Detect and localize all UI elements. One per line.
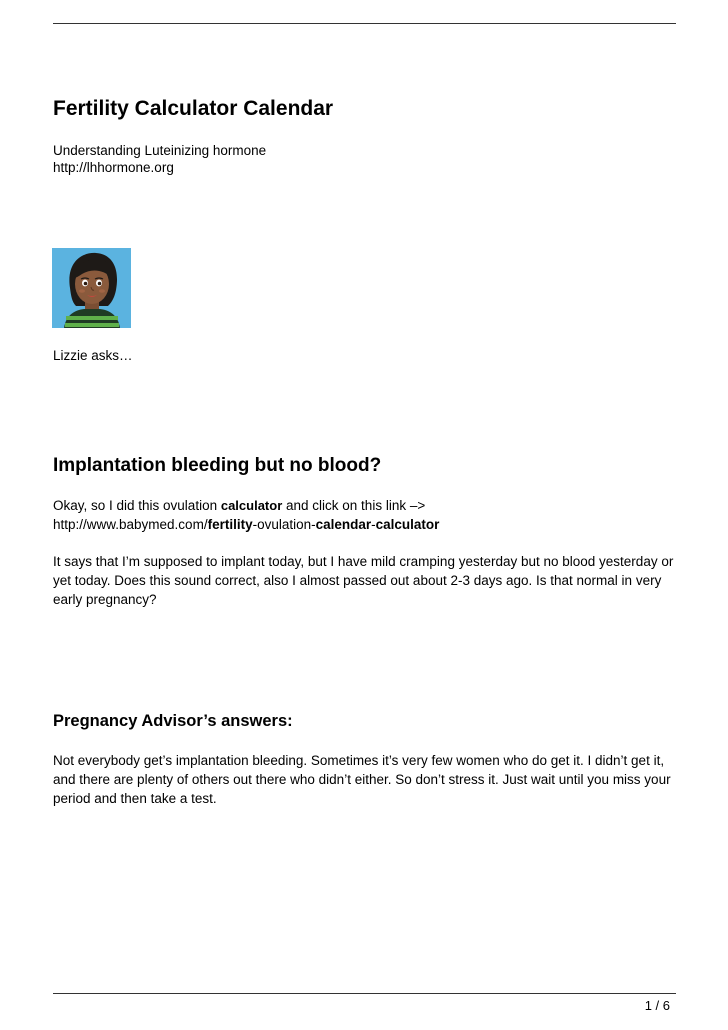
header-rule (53, 23, 676, 24)
avatar (52, 248, 131, 328)
question-paragraph-1 (53, 496, 676, 534)
asker-line: Lizzie asks… (53, 348, 133, 363)
footer-rule (53, 993, 676, 994)
question-paragraph-2: It says that I’m supposed to implant today, but I have mild cramping yesterday but no blood yesterday or yet today. Does this sound correct, also I almost passed out about 2-3 days ago. Is that normal in very early pregnancy? (53, 554, 674, 607)
site-tagline: Understanding Luteinizing hormone (53, 143, 267, 158)
question-line-1: Okay, so I did this ovulation calculator and click on this link –> (53, 498, 426, 513)
keyword-calculator: calculator (220, 498, 283, 513)
page-title: Fertility Calculator Calendar (53, 97, 334, 120)
answer-paragraph: Not everybody get’s implantation bleeding. Sometimes it’s very few women who do get it. I didn’t get it, and there are plenty of others out there who didn’t either. So don’t stress it. Just wait until you miss your period and then take a test. (53, 753, 671, 806)
question-title: Implantation bleeding but no blood? (53, 455, 382, 476)
question-link[interactable]: http://www.babymed.com/fertility-ovulation-calendar-calculator (53, 517, 440, 532)
page-number: 1 / 6 (644, 998, 670, 1013)
answers-title: Pregnancy Advisor’s answers: (53, 712, 293, 730)
site-url[interactable]: http://lhhormone.org (53, 160, 174, 175)
site-info (53, 142, 676, 176)
